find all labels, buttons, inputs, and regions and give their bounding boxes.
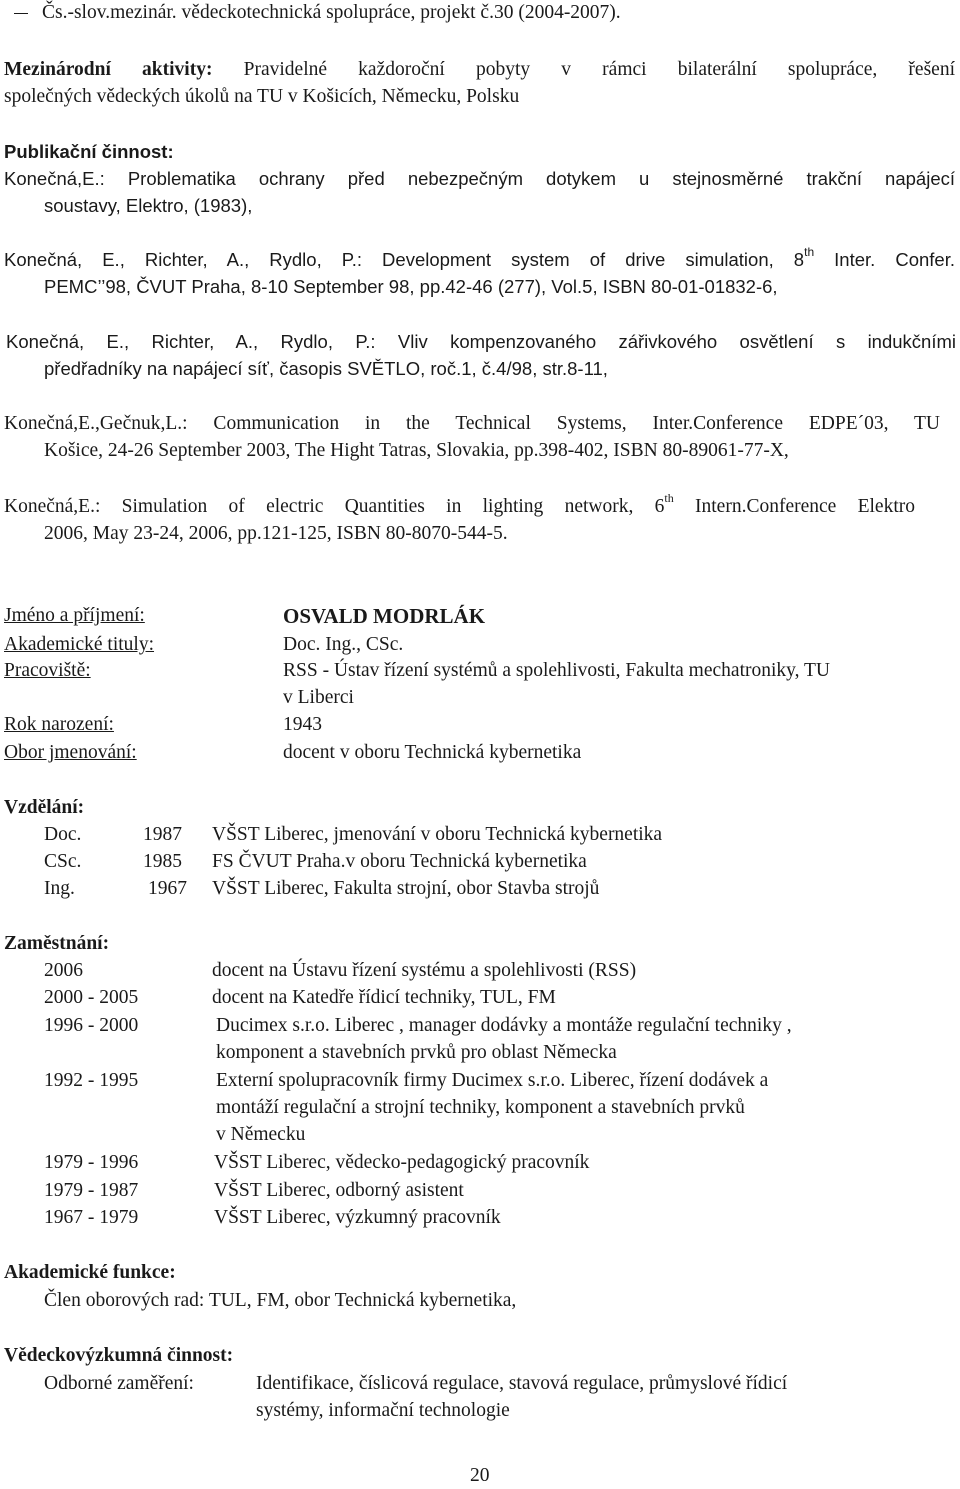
research-text-2: systémy, informační technologie: [256, 1400, 510, 1421]
employment-text: Ducimex s.r.o. Liberec , manager dodávky a montáže regulační techniky ,: [216, 1015, 792, 1036]
publication-2-line1: [4, 244, 955, 273]
publication-3-line1: Konečná, E., Richter, A., Rydlo, P.: Vliv kompenzovaného zářivkového osvětlení s indukčními: [6, 331, 956, 352]
employment-text: VŠST Liberec, vědecko-pedagogický pracovník: [214, 1152, 590, 1173]
employment-years: 1996 - 2000: [44, 1015, 139, 1036]
bullet-item: [14, 0, 621, 26]
publication-5-text-b: Intern.Conference Elektro: [673, 496, 916, 517]
education-text: VŠST Liberec, jmenování v oboru Technická kybernetika: [212, 824, 663, 845]
publication-2-text-b: Inter. Confer.: [814, 249, 955, 270]
education-degree: Doc.: [44, 824, 82, 845]
dash-bullet-icon: [14, 13, 28, 15]
field-label: Obor jmenování:: [4, 742, 137, 763]
employment-years: 2006: [44, 960, 83, 981]
education-text: VŠST Liberec, Fakulta strojní, obor Stavba strojů: [212, 878, 600, 899]
publication-4-line1: Konečná,E.,Gečnuk,L.: Communication in the Technical Systems, Inter.Conference EDPE´03, TU: [4, 413, 940, 434]
employment-heading: Zaměstnání:: [4, 933, 110, 954]
employment-text: komponent a stavebních prvků pro oblast Německa: [216, 1042, 617, 1063]
birth-label: Rok narození:: [4, 714, 114, 735]
education-text: FS ČVUT Praha.v oboru Technická kybernetika: [212, 851, 587, 872]
publication-2-text-a: Konečná, E., Richter, A., Rydlo, P.: Development system of drive simulation, 8: [4, 249, 805, 270]
field-value: docent v oboru Technická kybernetika: [283, 742, 582, 763]
titles-label: Akademické tituly:: [4, 634, 155, 655]
employment-text: docent na Katedře řídicí techniky, TUL, FM: [212, 987, 556, 1008]
education-year: 1987: [143, 824, 182, 845]
employment-years: 1979 - 1996: [44, 1152, 139, 1173]
employment-years: 1979 - 1987: [44, 1180, 139, 1201]
name-value: OSVALD MODRLÁK: [283, 604, 486, 628]
research-heading: Vědeckovýzkumná činnost:: [4, 1345, 234, 1366]
education-heading: Vzdělání:: [4, 797, 85, 818]
employment-text: docent na Ústavu řízení systému a spolehlivosti (RSS): [212, 960, 637, 981]
international-label: Mezinárodní aktivity:: [4, 59, 213, 80]
employment-text: v Německu: [216, 1124, 306, 1145]
publication-5-sup: th: [664, 490, 674, 505]
publication-4-line2: Košice, 24-26 September 2003, The Hight Tatras, Slovakia, pp.398-402, ISBN 80-89061-77-X,: [44, 440, 789, 461]
research-label: Odborné zaměření:: [44, 1373, 194, 1394]
publication-5-text-a: Konečná,E.: Simulation of electric Quantities in lighting network, 6: [4, 496, 665, 517]
birth-value: 1943: [283, 714, 322, 735]
education-year: 1985: [143, 851, 182, 872]
name-label: Jméno a příjmení:: [4, 605, 145, 626]
bullet-text: Čs.-slov.mezinár. vědeckotechnická spolupráce, projekt č.30 (2004-2007).: [42, 2, 621, 23]
international-text-2: společných vědeckých úkolů na TU v Košicích, Německu, Polsku: [4, 86, 520, 107]
employment-text: montáží regulační a strojní techniky, komponent a stavebních prvků: [216, 1097, 745, 1118]
publication-2-line2: PEMC’’98, ČVUT Praha, 8-10 September 98, pp.42-46 (277), Vol.5, ISBN 80-01-01832-6,: [44, 276, 778, 297]
publication-3-line2: předřadníky na napájecí síť, časopis SVĚTLO, roč.1, č.4/98, str.8-11,: [44, 358, 608, 379]
academic-heading: Akademické funkce:: [4, 1262, 176, 1283]
employment-text: VŠST Liberec, výzkumný pracovník: [214, 1207, 501, 1228]
education-degree: Ing.: [44, 878, 75, 899]
international-activities-line1: [4, 57, 955, 83]
publication-2-sup: th: [804, 244, 815, 259]
workplace-value-2: v Liberci: [283, 687, 354, 708]
publication-1-line2: soustavy, Elektro, (1983),: [44, 195, 253, 216]
publications-heading: Publikační činnost:: [4, 141, 174, 162]
page-number: 20: [470, 1465, 490, 1486]
academic-text: Člen oborových rad: TUL, FM, obor Technická kybernetika,: [44, 1290, 517, 1311]
employment-years: 1992 - 1995: [44, 1070, 139, 1091]
publication-5-line2: 2006, May 23-24, 2006, pp.121-125, ISBN 80-8070-544-5.: [44, 523, 508, 544]
employment-text: VŠST Liberec, odborný asistent: [214, 1180, 464, 1201]
employment-years: 2000 - 2005: [44, 987, 139, 1008]
education-year: 1967: [148, 878, 187, 899]
employment-text: Externí spolupracovník firmy Ducimex s.r.o. Liberec, řízení dodávek a: [216, 1070, 769, 1091]
education-degree: CSc.: [44, 851, 82, 872]
workplace-label: Pracoviště:: [4, 660, 91, 681]
international-text-1: Pravidelné každoroční pobyty v rámci bilaterální spolupráce, řešení: [243, 59, 955, 80]
workplace-value-1: RSS - Ústav řízení systémů a spolehlivosti, Fakulta mechatroniky, TU: [283, 660, 831, 681]
publication-1-line1: Konečná,E.: Problematika ochrany před nebezpečným dotykem u stejnosměrné trakční napájecí: [4, 168, 955, 189]
research-text-1: Identifikace, číslicová regulace, stavová regulace, průmyslové řídicí: [256, 1373, 788, 1394]
publication-5-line1: [4, 490, 916, 520]
titles-value: Doc. Ing., CSc.: [283, 634, 404, 655]
employment-years: 1967 - 1979: [44, 1207, 139, 1228]
